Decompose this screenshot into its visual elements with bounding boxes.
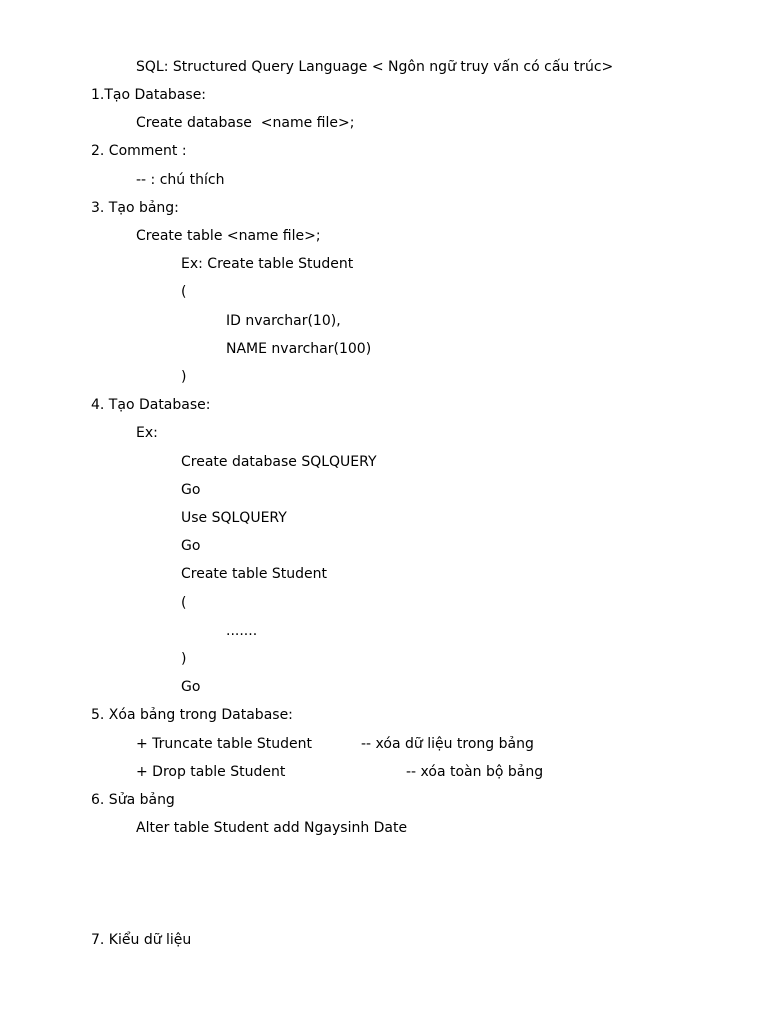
section-5-heading: 5. Xóa bảng trong Database: [91,707,293,723]
comment-syntax: -- : chú thích [136,172,225,188]
create-database-sqlquery: Create database SQLQUERY [181,454,377,470]
drop-comment: -- xóa toàn bộ bảng [406,764,544,780]
alter-table-statement: Alter table Student add Ngaysinh Date [136,820,408,836]
section-4-heading: 4. Tạo Database: [91,397,211,413]
create-table-student: Create table Student [181,566,327,582]
open-paren-2: ( [181,595,187,611]
create-database-syntax: Create database <name file>; [136,115,355,131]
create-table-syntax: Create table <name file>; [136,228,321,244]
close-paren: ) [181,369,187,385]
open-paren: ( [181,284,187,300]
column-name: NAME nvarchar(100) [226,341,372,357]
drop-statement: + Drop table Student [136,764,286,780]
column-id: ID nvarchar(10), [226,313,341,329]
ellipsis: ....... [226,623,258,639]
section-3-heading: 3. Tạo bảng: [91,200,179,216]
section-7-heading: 7. Kiểu dữ liệu [91,932,192,948]
section-2-heading: 2. Comment : [91,143,187,159]
example-label: Ex: [136,425,158,441]
go-1: Go [181,482,201,498]
section-1-heading: 1.Tạo Database: [91,87,207,103]
section-6-heading: 6. Sửa bảng [91,792,175,808]
go-2: Go [181,538,201,554]
example-create-table: Ex: Create table Student [181,256,354,272]
use-sqlquery: Use SQLQUERY [181,510,287,526]
truncate-statement: + Truncate table Student [136,736,313,752]
truncate-comment: -- xóa dữ liệu trong bảng [361,736,534,752]
go-3: Go [181,679,201,695]
close-paren-2: ) [181,651,187,667]
intro-line: SQL: Structured Query Language < Ngôn ngữ truy vấn có cấu trúc> [136,59,614,75]
